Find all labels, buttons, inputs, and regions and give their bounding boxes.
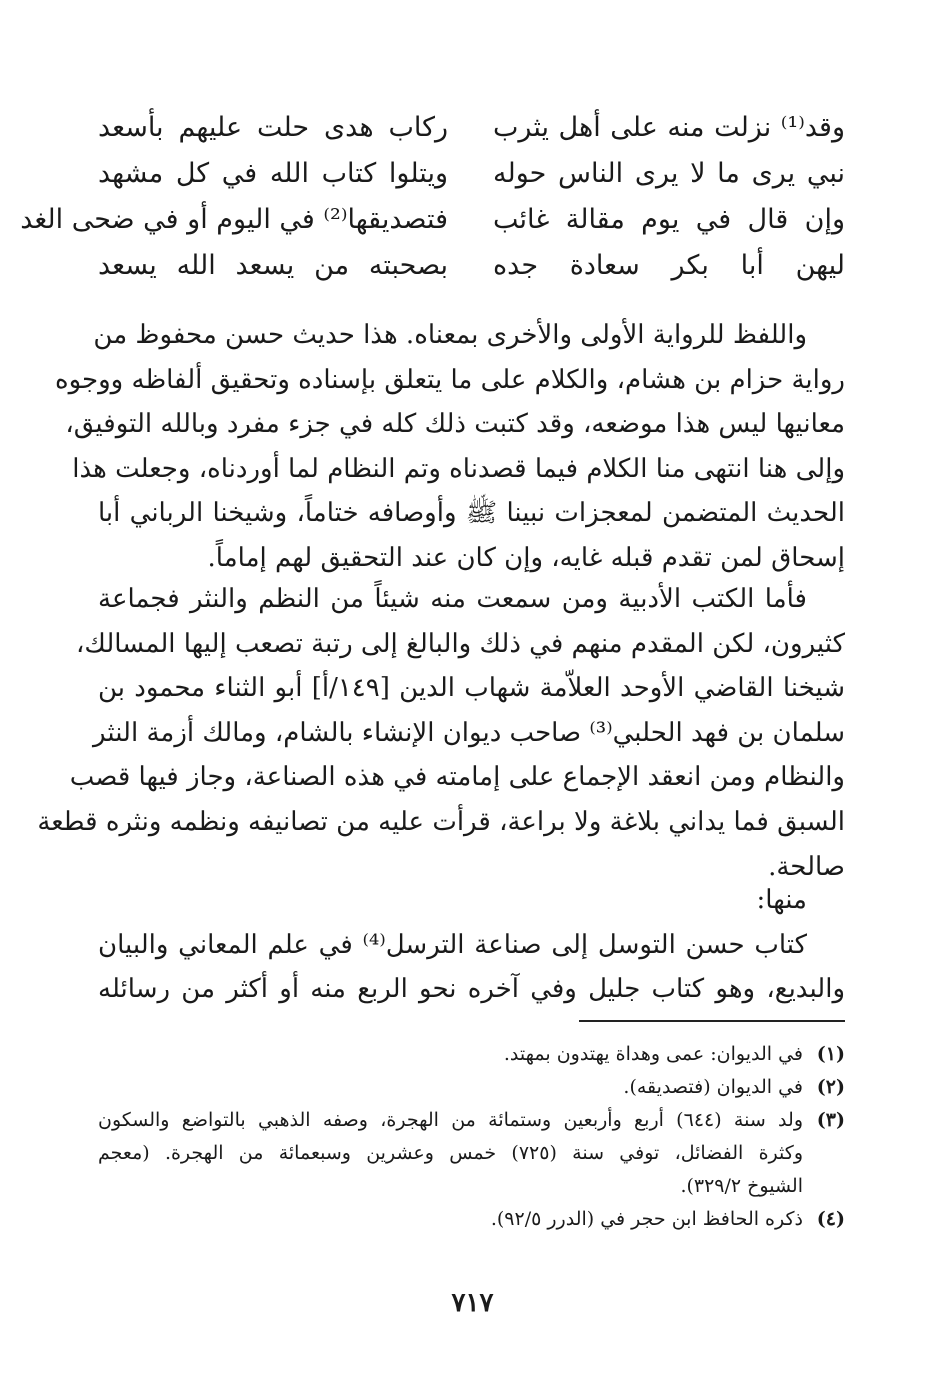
footnotes (98, 1038, 845, 1236)
poem (20, 105, 845, 289)
text-line: فأما الكتب الأدبية ومن سمعت منه شيئاً من النظم والنثر فجماعة (98, 584, 807, 614)
footnote-text: ولد سنة (٦٤٤) أربع وأربعين وستمائة من الهجرة، وصفه الذهبي بالتواضع والسكون (98, 1109, 803, 1131)
text-line: صالحة. (768, 851, 845, 882)
text-line: كثيرون، لكن المقدم منهم في ذلك والبالغ إلى رتبة تصعب إليها المسالك، (76, 628, 845, 659)
text-line: السبق فما يداني بلاغة ولا براعة، قرأت عليه من تصانيفه ونظمه ونثره قطعة (37, 806, 845, 837)
verse (98, 151, 845, 197)
text-line: معانيها ليس هذا موضعه، وقد كتبت ذلك كله في جزء مفرد وبالله التوفيق، (65, 409, 845, 440)
text-line: والنظام ومن انعقد الإجماع على إمامته في هذه الصناعة، وجاز فيها قصب (69, 762, 845, 793)
hemistich-second: ويتلوا كتاب الله في كل مشهد (98, 158, 448, 189)
hemistich-second: فتصديقها⁽²⁾ في اليوم أو في ضحى الغد (20, 204, 448, 235)
footnote-number: (١) (816, 1043, 845, 1065)
footnote-separator (579, 1020, 845, 1022)
paragraph-books (98, 878, 845, 1012)
footnote-number: (٤) (816, 1208, 845, 1230)
text-line: إسحاق لمن تقدم قبله غايه، وإن كان عند التحقيق لهم إماماً. (207, 542, 845, 573)
text-line: وإلى هنا انتهى منا الكلام فيما قصدناه وتم النظام لما أوردناه، وجعلت هذا (72, 453, 845, 484)
hemistich-first: ليهن أبا بكر سعادة جده (493, 250, 845, 281)
footnote-text: في الديوان (فتصديقه). (623, 1076, 803, 1098)
hemistich-second: بصحبته من يسعد الله يسعد (98, 250, 448, 281)
footnote (98, 1203, 845, 1236)
footnote-text: الشيوخ ٣٢٩/٢). (680, 1175, 803, 1197)
subheading-minha: منها: (756, 885, 807, 915)
paragraph-literary-teachers (37, 577, 846, 889)
verse (98, 243, 845, 289)
paragraph-hadith-note (55, 313, 845, 581)
footnote-text: في الديوان: عمى وهداة يهتدون بمهتد. (503, 1043, 803, 1065)
text-line: واللفظ للرواية الأولى والأخرى بمعناه. هذا حديث حسن محفوظ من (93, 320, 807, 350)
footnote (98, 1104, 845, 1203)
verse (98, 105, 845, 151)
footnote-number: (٢) (816, 1076, 845, 1098)
hemistich-first: وإن قال في يوم مقالة غائب (493, 204, 845, 235)
text-line: والبديع، وهو كتاب جليل وفي آخره نحو الربع منه أو أكثر من رسائله (98, 974, 845, 1005)
footnote-text: وكثرة الفضائل، توفي سنة (٧٢٥) خمس وعشرين وسبعمائة من الهجرة. (معجم (98, 1142, 803, 1164)
footnote (98, 1071, 845, 1104)
text-line: الحديث المتضمن لمعجزات نبينا ﷺ وأوصافه ختاماً، وشيخنا الرباني أبا (98, 498, 845, 529)
footnote (98, 1038, 845, 1071)
footnote-number: (٣) (816, 1109, 845, 1131)
text-line: سلمان بن فهد الحلبي⁽³⁾ صاحب ديوان الإنشاء بالشام، ومالك أزمة النثر (93, 717, 845, 748)
footnote-text: ذكره الحافظ ابن حجر في (الدرر ٩٢/٥). (490, 1208, 803, 1230)
page-number: ٧١٧ (451, 1288, 494, 1318)
verse (20, 197, 845, 243)
hemistich-first: نبي يرى ما لا يرى الناس حوله (493, 158, 845, 189)
text-line: شيخنا القاضي الأوحد العلاّمة شهاب الدين [١٤٩/أ] أبو الثناء محمود بن (98, 673, 846, 704)
text-line: كتاب حسن التوسل إلى صناعة الترسل⁽⁴⁾ في علم المعاني والبيان (98, 929, 807, 960)
text-line: رواية حزام بن هشام، والكلام على ما يتعلق بإسناده وتحقيق ألفاظه ووجوه (55, 364, 845, 395)
hemistich-first: وقد⁽¹⁾ نزلت منه على أهل يثرب (493, 112, 845, 143)
hemistich-second: ركاب هدى حلت عليهم بأسعد (98, 112, 448, 143)
